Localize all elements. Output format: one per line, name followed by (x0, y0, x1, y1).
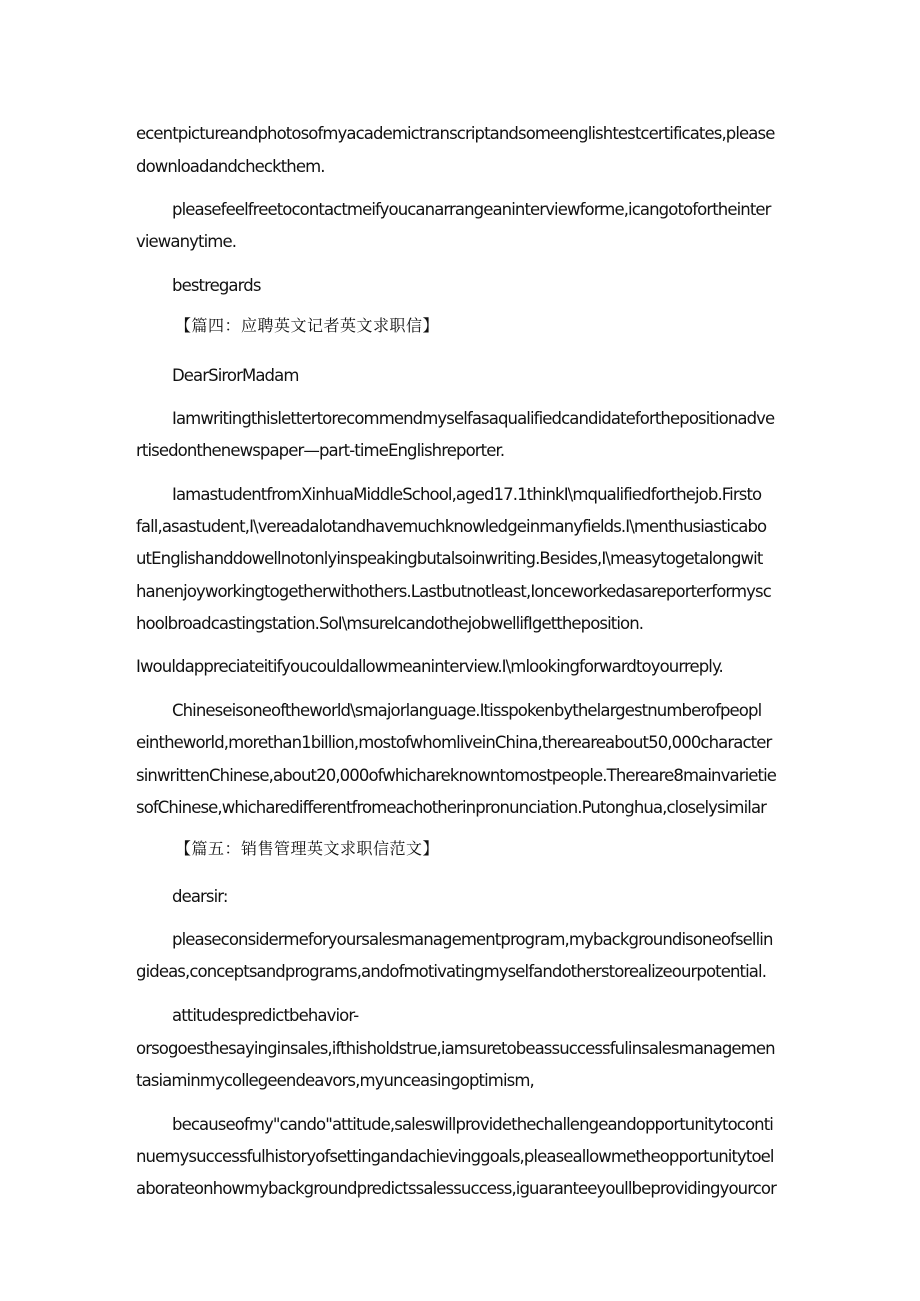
text-line: nuemysuccessfulhistoryofsettingandachievinggoals,pleaseallowmetheopportunitytoel (136, 1147, 774, 1166)
text-line: Iwouldappreciateitifyoucouldallowmeaninterview.I\mlookingforwardtoyourreply. (136, 657, 723, 676)
text-line: eintheworld,morethan1billion,mostofwhomliveinChina,thereareabout50,000character (136, 733, 772, 752)
text-line: aborateonhowmybackgroundpredictssalessuccess,iguaranteeyoullbeprovidingyourcor (136, 1179, 776, 1198)
text-line: hanenjoyworkingtogetherwithothers.Lastbutnotleast,Ionceworkedasareporterformysc (136, 582, 771, 601)
text-line: ecentpictureandphotosofmyacademictranscriptandsomeenglishtestcertificates,please (136, 124, 775, 143)
section-heading: 【篇四：应聘英文记者英文求职信】 (175, 316, 440, 335)
text-line: tasiaminmycollegeendeavors,myunceasingoptimism, (136, 1071, 534, 1090)
text-line: downloadandcheckthem. (136, 157, 325, 176)
text-line: becauseofmy"cando"attitude,saleswillprovidethechallengeandopportunitytoconti (172, 1115, 773, 1134)
section-heading: 【篇五：销售管理英文求职信范文】 (175, 839, 440, 858)
text-line: dearsir: (172, 887, 228, 906)
text-line: Chineseisoneoftheworld\smajorlanguage.Itisspokenbythelargestnumberofpeopl (172, 701, 762, 720)
text-line: viewanytime. (136, 232, 237, 251)
text-line: pleaseconsidermeforyoursalesmanagementprogram,mybackgroundisoneofsellin (172, 930, 773, 949)
text-line: rtisedonthenewspaper—part-timeEnglishreporter. (136, 441, 505, 460)
text-line: Iamwritingthislettertorecommendmyselfasaqualifiedcandidateforthepositionadve (172, 409, 775, 428)
text-line: IamastudentfromXinhuaMiddleSchool,aged17.1thinkI\mqualifiedforthejob.Firsto (172, 485, 762, 504)
text-line: utEnglishanddowellnotonlyinspeakingbutalsoinwriting.Besides,I\measytogetalongwit (136, 549, 763, 568)
text-line: orsogoesthesayinginsales,ifthisholdstrue,iamsuretobeassuccessfulinsalesmanagemen (136, 1039, 775, 1058)
text-line: pleasefeelfreetocontactmeifyoucanarrangeaninterviewforme,icangotofortheinter (172, 200, 771, 219)
text-line: sofChinese,whicharedifferentfromeachotherinpronunciation.Putonghua,closelysimilar (136, 798, 767, 817)
text-line: sinwrittenChinese,about20,000ofwhichareknowntomostpeople.Thereare8mainvarietie (136, 766, 777, 785)
text-line: gideas,conceptsandprograms,andofmotivatingmyselfandotherstorealizeourpotential. (136, 962, 767, 981)
text-line: DearSirorMadam (172, 366, 299, 385)
text-line: hoolbroadcastingstation.SoI\msureIcandothejobwellifIgettheposition. (136, 614, 644, 633)
text-line: fall,asastudent,I\vereadalotandhavemuchknowledgeinmanyfields.I\menthusiasticabo (136, 517, 767, 536)
text-line: bestregards (172, 276, 261, 295)
text-line: attitudespredictbehavior- (172, 1006, 359, 1025)
